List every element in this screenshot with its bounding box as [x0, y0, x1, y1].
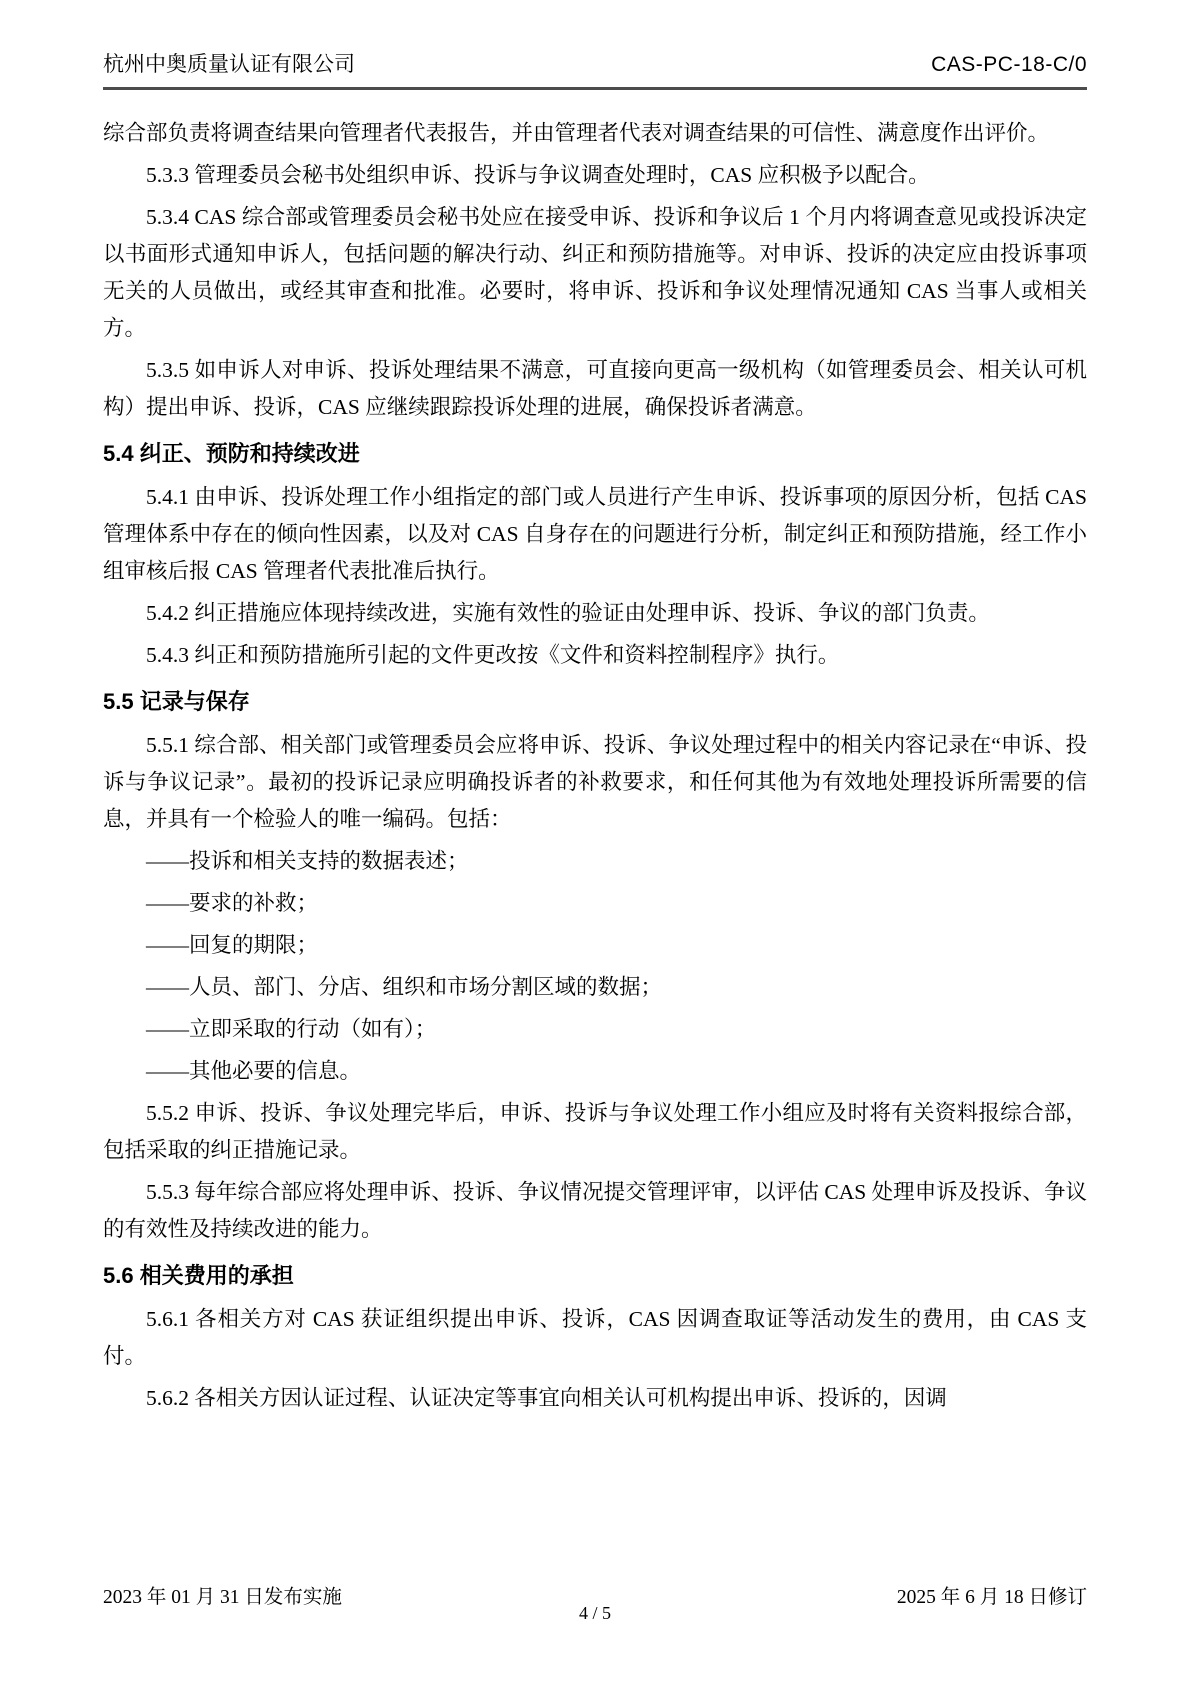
- document-body: [103, 115, 1087, 1417]
- list-item: ——要求的补救；: [146, 891, 319, 915]
- list-item: ——其他必要的信息。: [146, 1059, 362, 1083]
- page-header: [103, 52, 1087, 90]
- paragraph-5-3-3: 5.3.3 管理委员会秘书处组织申诉、投诉与争议调查处理时，CAS 应积极予以配合。: [146, 163, 930, 187]
- paragraph-5-5-3: 5.5.3 每年综合部应将处理申诉、投诉、争议情况提交管理评审，以评估 CAS 处理申诉及投诉、争议的有效性及持续改进的能力。: [103, 1180, 1087, 1241]
- paragraph-5-4-2: 5.4.2 纠正措施应体现持续改进，实施有效性的验证由处理申诉、投诉、争议的部门负责。: [146, 601, 990, 625]
- list-item: ——立即采取的行动（如有）；: [146, 1017, 437, 1041]
- page-footer: [103, 1585, 1087, 1623]
- page-number: 4 / 5: [578, 1603, 611, 1623]
- section-heading-5-5: 5.5 记录与保存: [103, 689, 250, 714]
- paragraph-continuation: 综合部负责将调查结果向管理者代表报告，并由管理者代表对调查结果的可信性、满意度作出评价。: [103, 121, 1050, 145]
- company-name: 杭州中奥质量认证有限公司: [103, 53, 355, 76]
- paragraph-5-5-1: 5.5.1 综合部、相关部门或管理委员会应将申诉、投诉、争议处理过程中的相关内容记录在“申诉、投诉与争议记录”。最初的投诉记录应明确投诉者的补救要求，和任何其他为有效地处理投诉所需要的信息，并具有一个检验人的唯一编码。包括：: [103, 733, 1087, 831]
- section-heading-5-6: 5.6 相关费用的承担: [103, 1263, 294, 1288]
- list-item: ——回复的期限；: [146, 933, 319, 957]
- list-item: ——人员、部门、分店、组织和市场分割区域的数据；: [146, 975, 663, 999]
- revision-date: 2025 年 6 月 18 日修订: [896, 1587, 1087, 1608]
- document-code: CAS-PC-18-C/0: [931, 53, 1087, 76]
- paragraph-5-6-2: 5.6.2 各相关方因认证过程、认证决定等事宜向相关认可机构提出申诉、投诉的，因调: [146, 1386, 947, 1410]
- paragraph-5-3-5: 5.3.5 如申诉人对申诉、投诉处理结果不满意，可直接向更高一级机构（如管理委员会、相关认可机构）提出申诉、投诉，CAS 应继续跟踪投诉处理的进展，确保投诉者满意。: [103, 358, 1087, 419]
- paragraph-5-6-1: 5.6.1 各相关方对 CAS 获证组织提出申诉、投诉，CAS 因调查取证等活动发生的费用，由 CAS 支付。: [103, 1307, 1087, 1368]
- list-item: ——投诉和相关支持的数据表述；: [146, 849, 469, 873]
- paragraph-5-3-4: 5.3.4 CAS 综合部或管理委员会秘书处应在接受申诉、投诉和争议后 1 个月内将调查意见或投诉决定以书面形式通知申诉人，包括问题的解决行动、纠正和预防措施等。对申诉、投诉的决定应由投诉事项无关的人员做出，或经其审查和批准。必要时，将申诉、投诉和争议处理情况通知 CAS 当事人或相关方。: [103, 205, 1087, 340]
- paragraph-5-5-2: 5.5.2 申诉、投诉、争议处理完毕后，申诉、投诉与争议处理工作小组应及时将有关资料报综合部，包括采取的纠正措施记录。: [103, 1101, 1087, 1162]
- paragraph-5-4-1: 5.4.1 由申诉、投诉处理工作小组指定的部门或人员进行产生申诉、投诉事项的原因分析，包括 CAS 管理体系中存在的倾向性因素，以及对 CAS 自身存在的问题进行分析，制定纠正和预防措施，经工作小组审核后报 CAS 管理者代表批准后执行。: [103, 485, 1087, 583]
- section-heading-5-4: 5.4 纠正、预防和持续改进: [103, 441, 360, 466]
- release-date: 2023 年 01 月 31 日发布实施: [103, 1587, 342, 1608]
- paragraph-5-4-3: 5.4.3 纠正和预防措施所引起的文件更改按《文件和资料控制程序》执行。: [146, 643, 840, 667]
